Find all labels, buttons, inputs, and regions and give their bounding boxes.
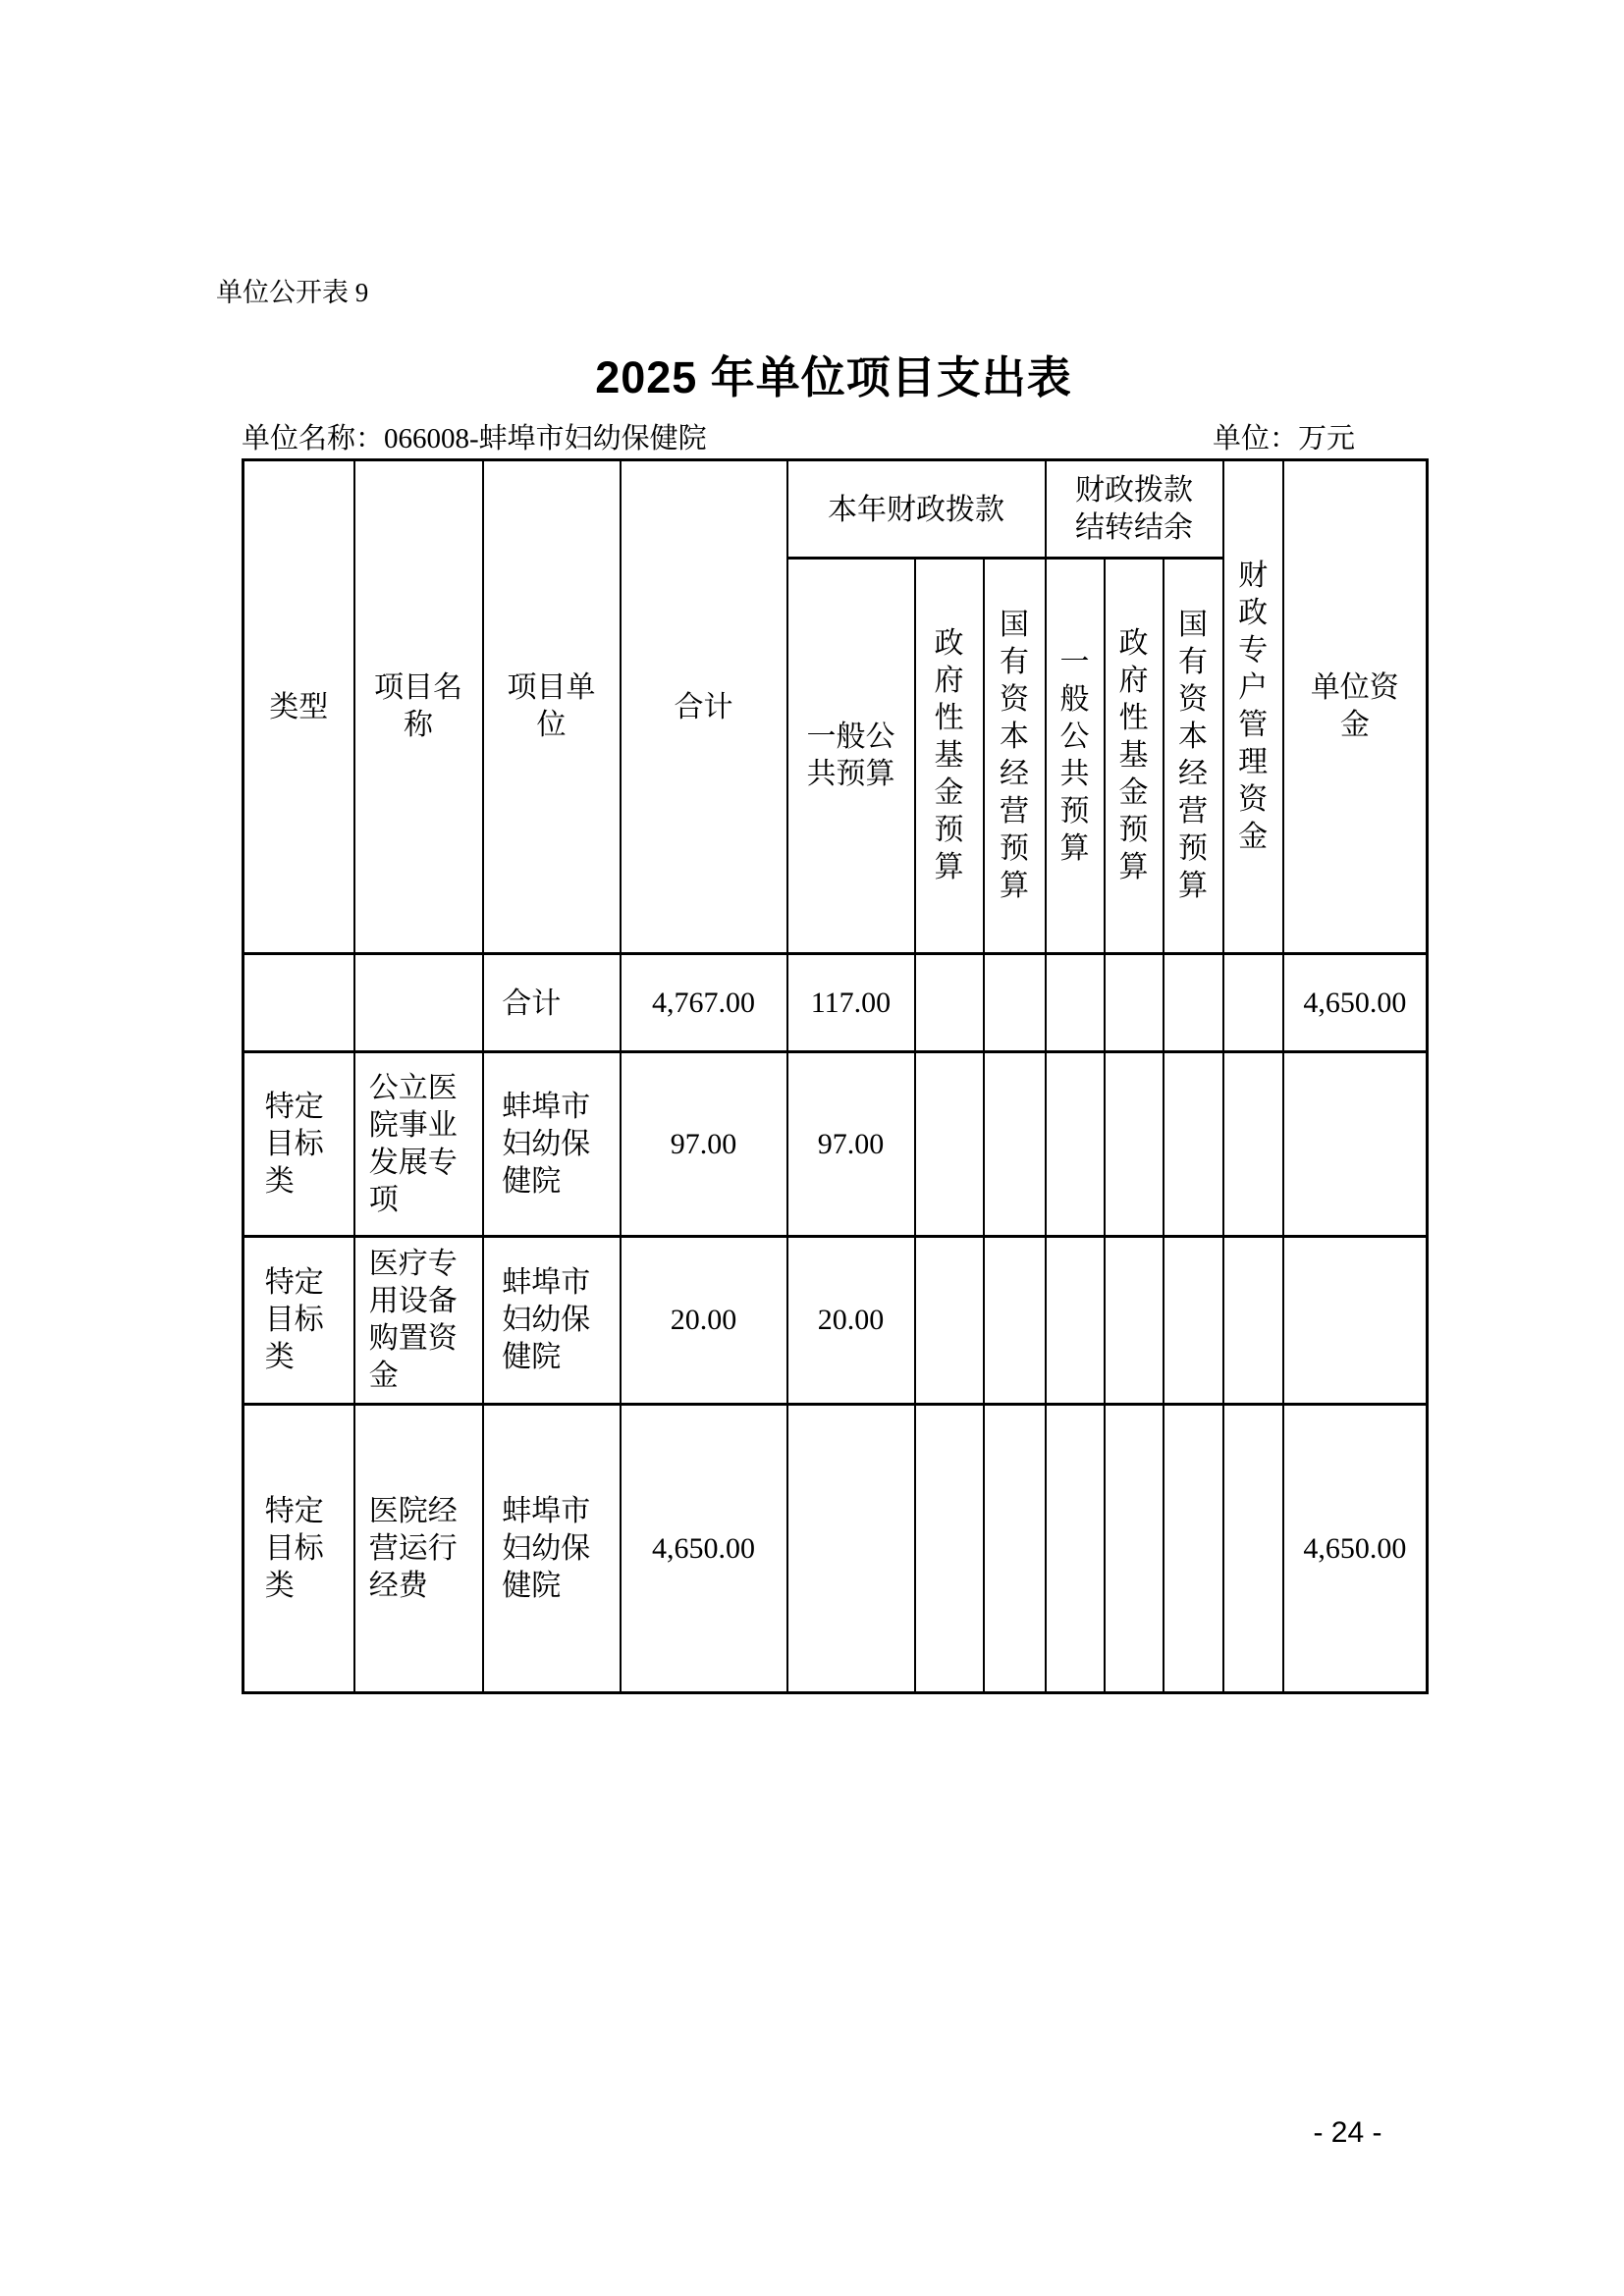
r1-project-name-text: 公立医院事业发展专项: [368, 1071, 458, 1216]
header-carryover-group: [1046, 460, 1223, 559]
r1-project-unit-text: 蚌埠市妇幼保健院: [502, 1090, 591, 1198]
unit-label: 单位：万元: [1212, 423, 1355, 454]
r3-general-public: [787, 1405, 915, 1693]
r1-type: [244, 1052, 354, 1237]
r2-general-public: 20.00: [787, 1237, 915, 1405]
r0-co-general-public: [1046, 954, 1105, 1052]
r2-project-name-text: 医疗专用设备购置资金: [368, 1248, 458, 1392]
r2-gov-fund: [915, 1237, 984, 1405]
r2-state-capital: [984, 1237, 1046, 1405]
r0-general-public: 117.00: [787, 954, 915, 1052]
header-project-unit: [483, 460, 621, 954]
header-carryover-general-public-budget-label: 一般公共预算: [1059, 646, 1090, 865]
r3-project-unit-text: 蚌埠市妇幼保健院: [502, 1494, 591, 1602]
header-unit-funds-label: 单位资金: [1310, 671, 1399, 741]
header-general-public-budget: [787, 559, 915, 954]
unit-name: 单位名称：066008-蚌埠市妇幼保健院: [242, 423, 707, 454]
r1-project-unit: [483, 1052, 621, 1237]
header-carryover-state-capital-budget: [1164, 559, 1223, 954]
r0-co-gov-fund: [1105, 954, 1164, 1052]
header-carryover-gov-fund-budget-label: 政府性基金预算: [1118, 627, 1149, 883]
header-carryover-label: 财政拨款结转结余: [1075, 473, 1194, 544]
header-carryover-general-public-budget: [1046, 559, 1105, 954]
r0-gov-fund: [915, 954, 984, 1052]
r0-special-account: [1223, 954, 1283, 1052]
r3-project-name-text: 医院经营运行经费: [368, 1494, 458, 1602]
r2-total: 20.00: [621, 1237, 787, 1405]
header-state-capital-budget: [984, 559, 1046, 954]
r3-state-capital: [984, 1405, 1046, 1693]
budget-table: [242, 458, 1429, 1694]
total-row: [244, 954, 1428, 1052]
header-project-name: [354, 460, 483, 954]
header-current-year-appropriation-group: [787, 460, 1046, 559]
r3-project-unit: [483, 1405, 621, 1693]
header-current-year-label: 本年财政拨款: [828, 493, 1005, 526]
table-label: 单位公开表 9: [216, 278, 369, 307]
r0-total: 4,767.00: [621, 954, 787, 1052]
r0-project-name: [354, 954, 483, 1052]
r2-special-account: [1223, 1237, 1283, 1405]
r1-general-public: 97.00: [787, 1052, 915, 1237]
r3-gov-fund: [915, 1405, 984, 1693]
page-number: - 24 -: [1313, 2116, 1382, 2149]
r3-special-account: [1223, 1405, 1283, 1693]
r3-co-gov-fund: [1105, 1405, 1164, 1693]
project-row-2: [244, 1237, 1428, 1405]
project-row-3: [244, 1405, 1428, 1693]
r1-co-gov-fund: [1105, 1052, 1164, 1237]
r2-co-gov-fund: [1105, 1237, 1164, 1405]
r1-gov-fund: [915, 1052, 984, 1237]
r2-type-text: 特定目标类: [264, 1266, 324, 1373]
r2-project-unit-text: 蚌埠市妇幼保健院: [502, 1266, 591, 1373]
header-project-unit-label: 项目单位: [507, 671, 596, 741]
r2-project-unit: [483, 1237, 621, 1405]
r1-type-text: 特定目标类: [264, 1090, 324, 1198]
r3-type: [244, 1405, 354, 1693]
unit-info-line: [242, 416, 1426, 456]
r3-unit-funds: 4,650.00: [1283, 1405, 1428, 1693]
r3-type-text: 特定目标类: [264, 1494, 324, 1602]
r1-special-account: [1223, 1052, 1283, 1237]
header-total: [621, 460, 787, 954]
r0-state-capital: [984, 954, 1046, 1052]
r1-state-capital: [984, 1052, 1046, 1237]
r0-project-unit-text: 合计: [502, 987, 562, 1020]
r3-co-general-public: [1046, 1405, 1105, 1693]
r2-project-name: [354, 1237, 483, 1405]
r3-total: 4,650.00: [621, 1405, 787, 1693]
header-gov-fund-budget-label: 政府性基金预算: [934, 627, 964, 883]
r1-project-name: [354, 1052, 483, 1237]
r0-type: [244, 954, 354, 1052]
header-project-name-label: 项目名称: [374, 671, 462, 741]
header-fiscal-special-account-label: 财政专户管理资金: [1238, 560, 1269, 853]
r2-co-general-public: [1046, 1237, 1105, 1405]
header-state-capital-budget-label: 国有资本经营预算: [1000, 609, 1030, 902]
r2-type: [244, 1237, 354, 1405]
header-total-label: 合计: [674, 691, 733, 724]
project-row-1: [244, 1052, 1428, 1237]
header-row-group: [244, 460, 1428, 559]
r1-co-state-capital: [1164, 1052, 1223, 1237]
r1-unit-funds: [1283, 1052, 1428, 1237]
header-fiscal-special-account: [1223, 460, 1283, 954]
header-unit-funds: [1283, 460, 1428, 954]
r2-co-state-capital: [1164, 1237, 1223, 1405]
r1-total: 97.00: [621, 1052, 787, 1237]
r2-unit-funds: [1283, 1237, 1428, 1405]
r0-co-state-capital: [1164, 954, 1223, 1052]
header-carryover-gov-fund-budget: [1105, 559, 1164, 954]
page-title: 2025 年单位项目支出表: [595, 352, 1072, 402]
r0-unit-funds: 4,650.00: [1283, 954, 1428, 1052]
header-type: [244, 460, 354, 954]
r3-co-state-capital: [1164, 1405, 1223, 1693]
r1-co-general-public: [1046, 1052, 1105, 1237]
r3-project-name: [354, 1405, 483, 1693]
header-type-label: 类型: [269, 691, 329, 724]
header-carryover-state-capital-budget-label: 国有资本经营预算: [1178, 609, 1209, 902]
header-gov-fund-budget: [915, 559, 984, 954]
header-general-public-budget-label: 一般公共预算: [806, 721, 895, 790]
r0-project-unit: [483, 954, 621, 1052]
